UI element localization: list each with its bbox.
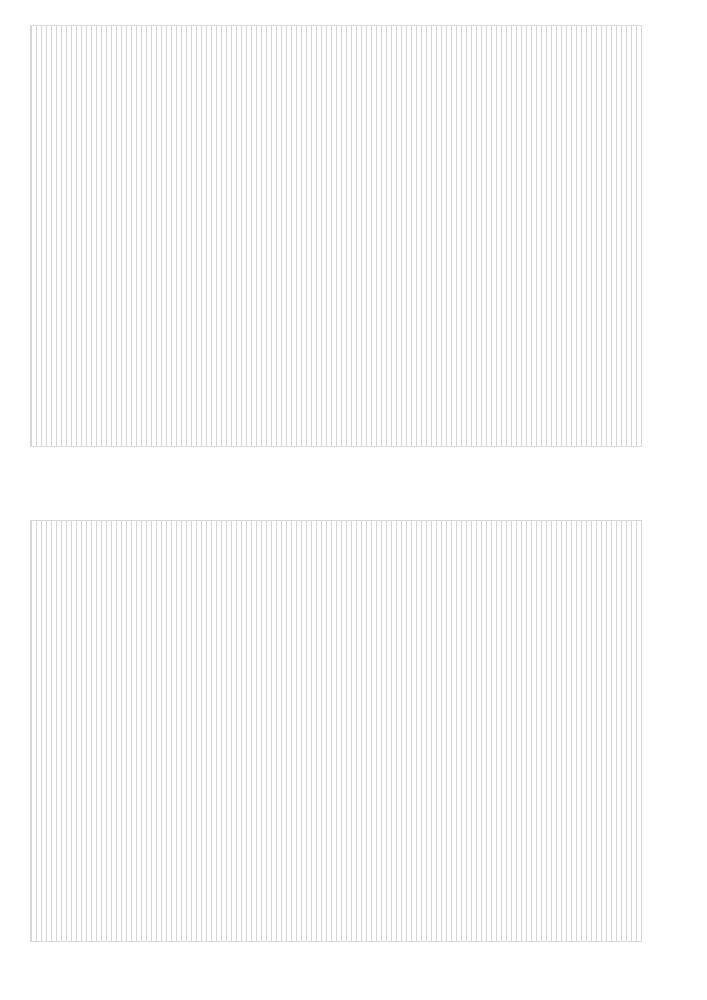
document-scan-upper [30, 25, 642, 447]
dfg-watermark [665, 330, 705, 600]
document-scan-lower [30, 520, 642, 942]
